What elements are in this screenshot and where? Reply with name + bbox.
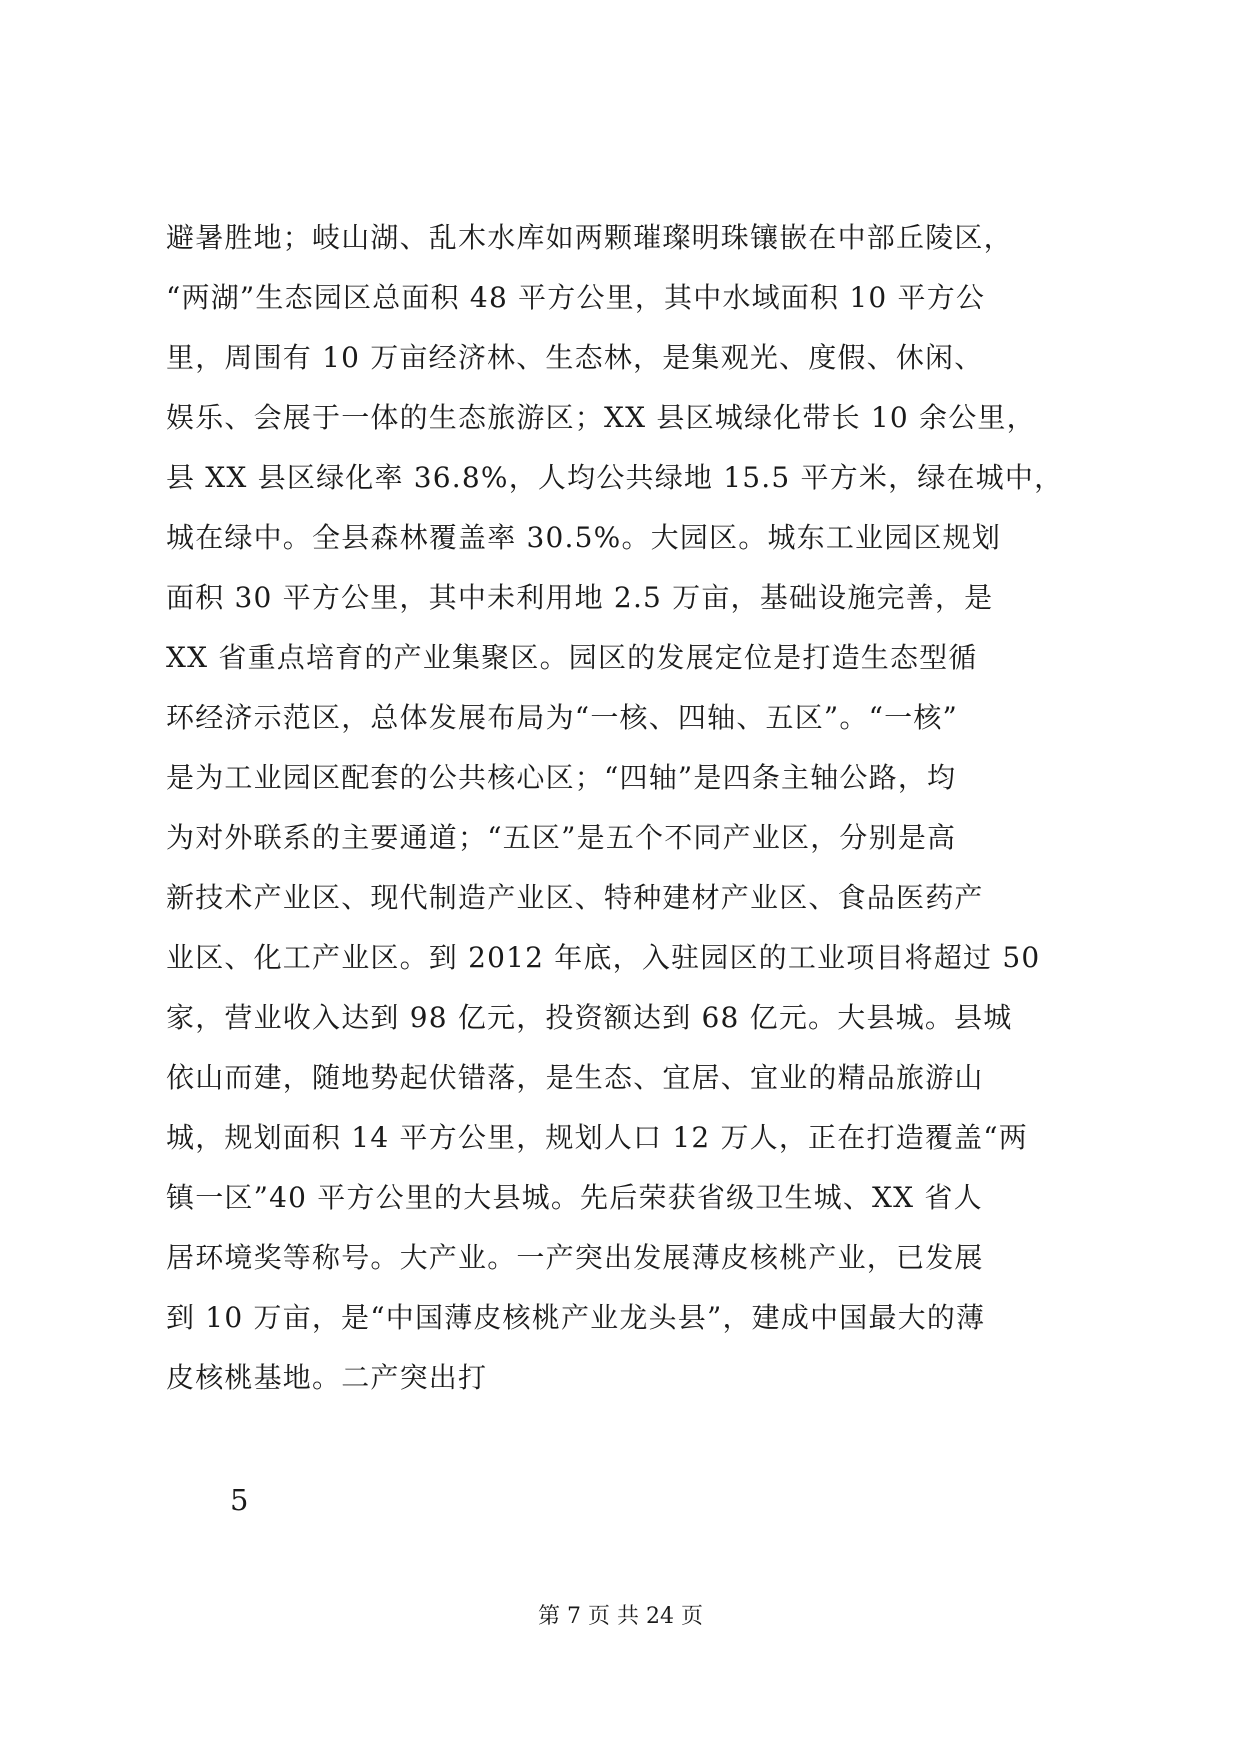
text-line: 镇一区”40 平方公里的大县城。先后荣获省级卫生城、XX 省人	[166, 1181, 983, 1214]
text-line: 是为工业园区配套的公共核心区；“四轴”是四条主轴公路，均	[166, 761, 957, 794]
body-text	[166, 208, 1086, 1408]
text-line: “两湖”生态园区总面积 48 平方公里，其中水域面积 10 平方公	[166, 281, 986, 314]
page-footer: 第 7 页 共 24 页	[538, 1604, 703, 1629]
text-line: 家，营业收入达到 98 亿元，投资额达到 68 亿元。大县城。县城	[166, 1001, 1013, 1034]
text-line: 环经济示范区，总体发展布局为“一核、四轴、五区”。“一核”	[166, 701, 959, 734]
text-line: 皮核桃基地。二产突出打	[166, 1361, 488, 1394]
text-line: 业区、化工产业区。到 2012 年底，入驻园区的工业项目将超过 50	[166, 941, 1041, 974]
text-line: 依山而建，随地势起伏错落，是生态、宜居、宜业的精品旅游山	[166, 1061, 984, 1094]
text-line: 避暑胜地；岐山湖、乱木水库如两颗璀璨明珠镶嵌在中部丘陵区，	[166, 221, 1013, 254]
page-number: 5	[230, 1483, 249, 1517]
text-line: XX 省重点培育的产业集聚区。园区的发展定位是打造生态型循	[166, 641, 978, 674]
text-line: 里，周围有 10 万亩经济林、生态林，是集观光、度假、休闲、	[166, 341, 984, 374]
text-line: 娱乐、会展于一体的生态旅游区；XX 县区城绿化带长 10 余公里，	[166, 401, 1036, 434]
text-line: 城在绿中。全县森林覆盖率 30.5%。大园区。城东工业园区规划	[166, 521, 1002, 554]
text-line: 为对外联系的主要通道；“五区”是五个不同产业区，分别是高	[166, 821, 957, 854]
text-line: 面积 30 平方公里，其中未利用地 2.5 万亩，基础设施完善，是	[166, 581, 994, 614]
text-line: 新技术产业区、现代制造产业区、特种建材产业区、食品医药产	[166, 881, 984, 914]
text-line: 居环境奖等称号。大产业。一产突出发展薄皮核桃产业，已发展	[166, 1241, 984, 1274]
text-line: 城，规划面积 14 平方公里，规划人口 12 万人，正在打造覆盖“两	[166, 1121, 1028, 1154]
text-line: 到 10 万亩，是“中国薄皮核桃产业龙头县”，建成中国最大的薄	[166, 1301, 986, 1334]
text-line: 县 XX 县区绿化率 36.8%，人均公共绿地 15.5 平方米，绿在城中，	[166, 461, 1064, 494]
